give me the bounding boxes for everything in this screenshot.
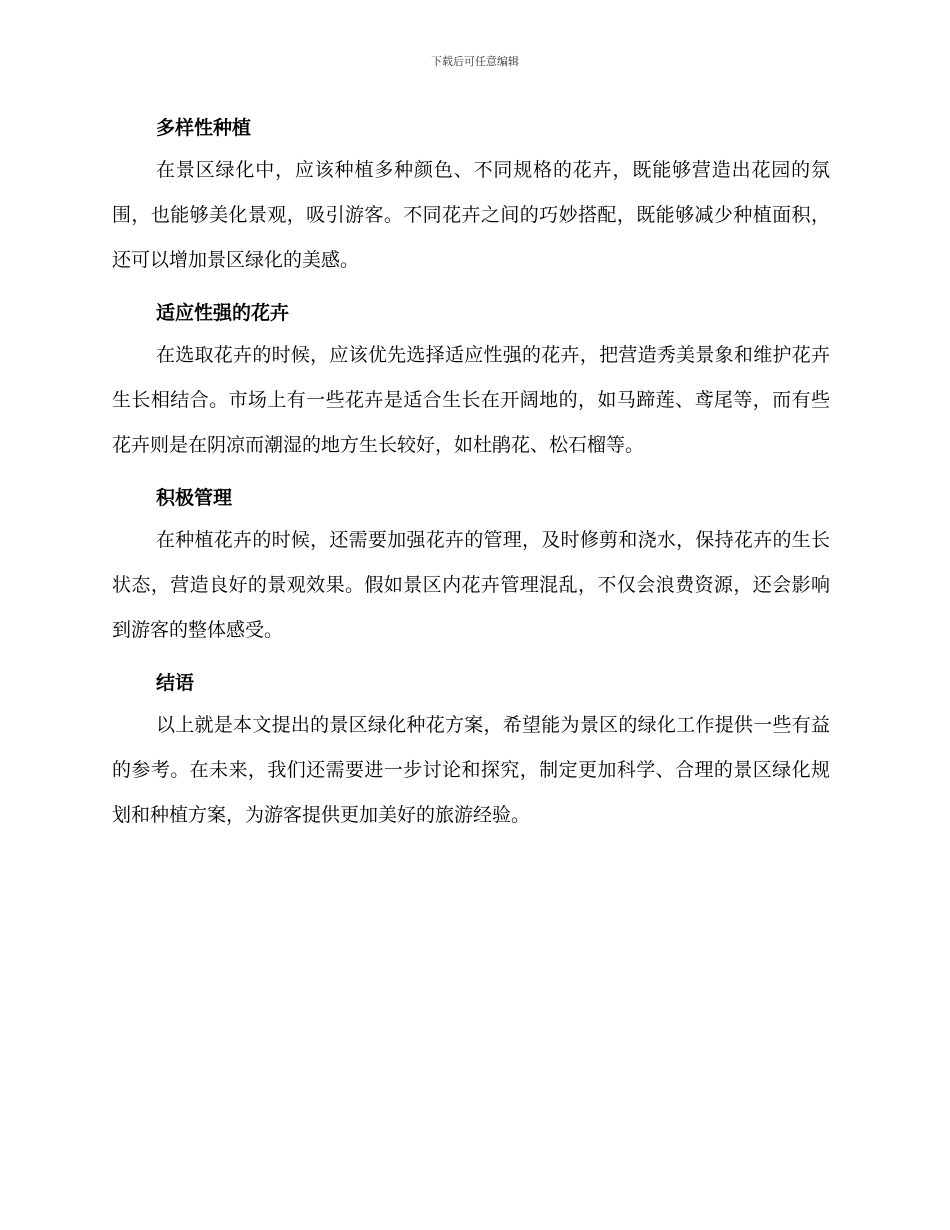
section-heading: 结语 <box>156 672 195 694</box>
section-diverse-planting <box>112 108 830 283</box>
section-paragraph: 在景区绿化中，应该种植多种颜色、不同规格的花卉，既能够营造出花园的氛围，也能够美化景观，吸引游客。不同花卉之间的巧妙搭配，既能够减少种植面积，还可以增加景区绿化的美感。 <box>112 159 830 271</box>
section-paragraph: 在种植花卉的时候，还需要加强花卉的管理，及时修剪和浇水，保持花卉的生长状态，营造良好的景观效果。假如景区内花卉管理混乱，不仅会浪费资源，还会影响到游客的整体感受。 <box>112 529 830 641</box>
section-paragraph: 在选取花卉的时候，应该优先选择适应性强的花卉，把营造秀美景象和维护花卉生长相结合。市场上有一些花卉是适合生长在开阔地的，如马蹄莲、鸢尾等，而有些花卉则是在阴凉而潮湿的地方生长较好，如杜鹃花、松石榴等。 <box>112 344 830 456</box>
section-active-management <box>112 478 830 653</box>
section-heading: 适应性强的花卉 <box>156 302 290 324</box>
section-heading: 多样性种植 <box>156 117 252 139</box>
page-header: 下载后可任意编辑 <box>431 55 519 68</box>
document-body <box>112 108 830 848</box>
section-conclusion <box>112 663 830 838</box>
section-paragraph: 以上就是本文提出的景区绿化种花方案，希望能为景区的绿化工作提供一些有益的参考。在未来，我们还需要进一步讨论和探究，制定更加科学、合理的景区绿化规划和种植方案，为游客提供更加美好的旅游经验。 <box>112 714 830 826</box>
section-adaptable-flowers <box>112 293 830 468</box>
section-heading: 积极管理 <box>156 487 233 509</box>
